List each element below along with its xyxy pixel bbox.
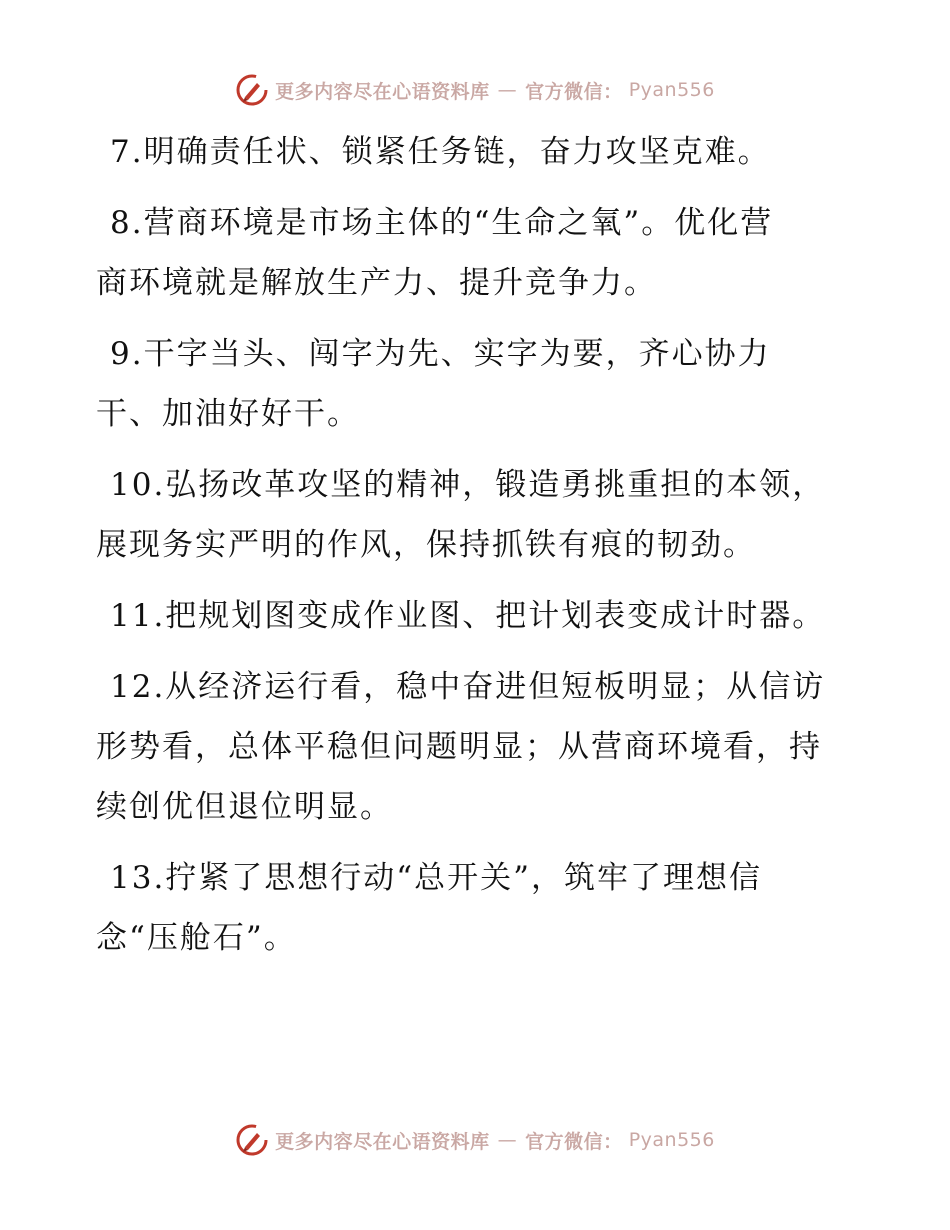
watermark-separator: — xyxy=(497,1129,518,1151)
paragraph-13 xyxy=(96,848,856,968)
header-watermark xyxy=(0,70,950,110)
watermark-account-label: 官方微信： xyxy=(525,80,623,103)
footer-watermark xyxy=(0,1120,950,1160)
watermark-account-label: 官方微信： xyxy=(525,1130,623,1153)
paragraph-10 xyxy=(96,455,856,575)
paragraph-line: 干、加油好好干。 xyxy=(96,396,360,432)
paragraph-line: 形势看，总体平稳但问题明显；从营商环境看，持 xyxy=(96,729,822,765)
watermark-text: 更多内容尽在心语资料库 xyxy=(275,1130,490,1153)
paragraph-9 xyxy=(96,324,856,444)
paragraph-7 xyxy=(96,122,856,182)
paragraph-line: 念“压舱石”。 xyxy=(96,920,297,956)
paragraph-line: 7.明确责任状、锁紧任务链，奋力攻坚克难。 xyxy=(110,134,771,170)
paragraph-11 xyxy=(96,586,856,646)
paragraph-line: 续创优但退位明显。 xyxy=(96,789,393,825)
watermark-account: Pyan556 xyxy=(628,1129,715,1151)
paragraph-line: 12.从经济运行看，稳中奋进但短板明显；从信访 xyxy=(110,669,826,705)
paragraph-line: 商环境就是解放生产力、提升竞争力。 xyxy=(96,265,657,301)
paragraph-12 xyxy=(96,657,856,837)
paragraph-line: 11.把规划图变成作业图、把计划表变成计时器。 xyxy=(110,598,826,634)
paragraph-line: 8.营商环境是市场主体的“生命之氧”。优化营 xyxy=(110,205,774,241)
paragraph-line: 9.干字当头、闯字为先、实字为要，齐心协力 xyxy=(110,336,771,372)
document-body xyxy=(96,122,856,979)
watermark-text: 更多内容尽在心语资料库 xyxy=(275,80,490,103)
paragraph-line: 13.拧紧了思想行动“总开关”，筑牢了理想信 xyxy=(110,860,762,896)
pen-logo-icon xyxy=(235,1123,269,1157)
paragraph-line: 展现务实严明的作风，保持抓铁有痕的韧劲。 xyxy=(96,527,756,563)
pen-logo-icon xyxy=(235,73,269,107)
paragraph-8 xyxy=(96,193,856,313)
watermark-account: Pyan556 xyxy=(628,79,715,101)
watermark-separator: — xyxy=(497,79,518,101)
paragraph-line: 10.弘扬改革攻坚的精神，锻造勇挑重担的本领， xyxy=(110,467,826,503)
